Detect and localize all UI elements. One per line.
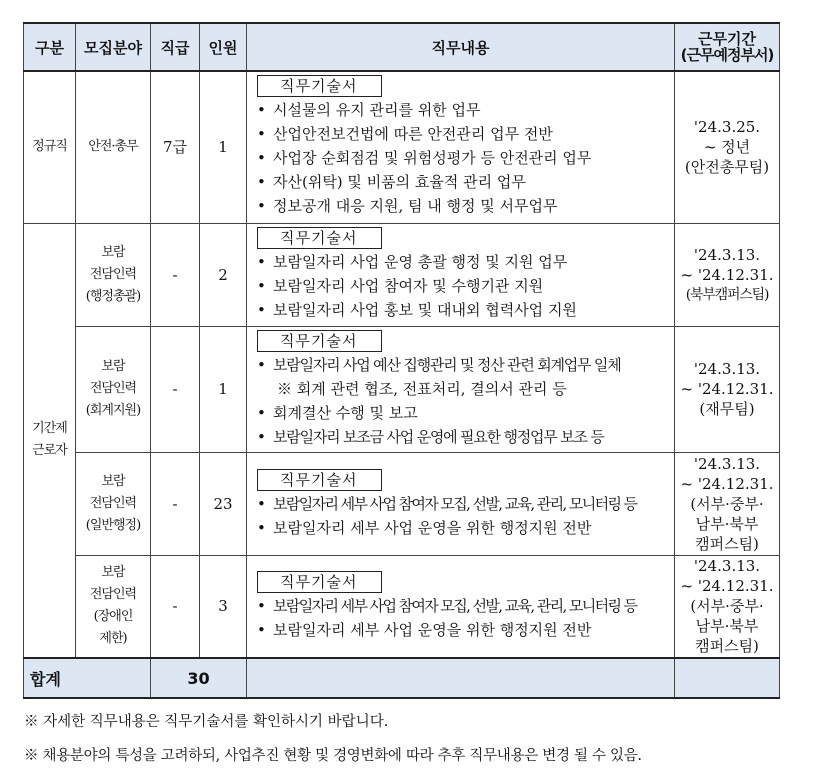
period-line: (서부·중부· [690, 494, 764, 513]
duty-item: • 시설물의 유지 관리를 위한 업무 [257, 98, 668, 122]
period-line: (안전총무팀) [684, 158, 770, 177]
duty-item: • 보람일자리 사업 참여자 및 수행기관 지원 [257, 274, 668, 298]
duty-heading: 직무기술서 [257, 571, 382, 593]
period-line: ~ 정년 [703, 138, 751, 157]
field-line: 안전·총무 [88, 139, 138, 155]
duty-cell [247, 452, 675, 555]
period-line: 남부·북부 [695, 617, 759, 636]
field-line: 전담인력 [89, 266, 137, 282]
duty-heading: 직무기술서 [257, 330, 382, 352]
grade-cell: - [151, 452, 200, 555]
duty-item: • 산업안전보건법에 따른 안전관리 업무 전반 [257, 122, 668, 146]
field-line: 보람 [101, 244, 125, 260]
footnote: ※ 채용분야의 특성을 고려하되, 사업추진 현황 및 경영변화에 따라 추후 직무내용은 변경 될 수 있음. [24, 748, 642, 764]
header-field: 모집분야 [76, 23, 151, 71]
table-row [24, 71, 780, 223]
grade-cell: - [151, 326, 200, 452]
field-line: (일반행정) [85, 517, 141, 533]
period-line: 남부·북부 [695, 514, 759, 533]
field-cell [76, 223, 151, 326]
period-line: ~ '24.12.31. [680, 265, 774, 284]
duty-item: • 보람일자리 세부 사업 운영을 위한 행정지원 전반 [257, 618, 668, 642]
duty-item: • 자산(위탁) 및 비품의 효율적 관리 업무 [257, 170, 668, 194]
total-period-empty [675, 658, 780, 698]
duty-list [257, 492, 668, 540]
period-cell [675, 452, 780, 555]
count-cell: 1 [200, 326, 247, 452]
total-label: 합계 [24, 658, 151, 698]
duty-list [257, 250, 668, 322]
field-line: 보람 [101, 359, 125, 374]
field-line: 전담인력 [89, 587, 137, 603]
duty-item: • 보람일자리 세부 사업 참여자 모집, 선발, 교육, 관리, 모니터링 등 [257, 492, 668, 516]
duty-item: • 보람일자리 사업 운영 총괄 행정 및 지원 업무 [257, 250, 668, 274]
field-cell [76, 326, 151, 452]
duty-heading: 직무기술서 [257, 227, 382, 249]
period-line: '24.3.13. [693, 245, 761, 264]
field-cell [76, 555, 151, 658]
count-cell: 1 [200, 71, 247, 223]
field-line: 보람 [101, 473, 125, 489]
duty-list [257, 98, 668, 218]
table-row [24, 326, 780, 452]
field-line: (행정총괄) [85, 288, 141, 304]
field-line: 보람 [101, 565, 125, 581]
period-line: (서부·중부· [690, 597, 764, 616]
duty-cell [247, 71, 675, 223]
period-cell [675, 223, 780, 326]
duty-item: • 사업장 순회점검 및 위험성평가 등 안전관리 업무 [257, 146, 668, 170]
duty-item: • 보람일자리 세부 사업 참여자 모집, 선발, 교육, 관리, 모니터링 등 [257, 594, 668, 618]
count-cell: 2 [200, 223, 247, 326]
period-line: ~ '24.12.31. [680, 380, 774, 398]
field-line: 전담인력 [89, 381, 137, 396]
period-cell [675, 555, 780, 658]
duty-cell [247, 555, 675, 658]
table-row [24, 555, 780, 658]
duty-item: • 회계결산 수행 및 보고 [257, 401, 668, 425]
period-line: 캠퍼스팀) [695, 534, 759, 553]
field-cell [76, 452, 151, 555]
period-cell [675, 326, 780, 452]
recruitment-table [23, 22, 780, 699]
period-line: '24.3.13. [693, 454, 761, 473]
duty-note: ※ 회계 관련 협조, 전표처리, 결의서 관리 등 [277, 379, 567, 398]
header-grade: 직급 [151, 23, 200, 71]
duty-item: • 보람일자리 세부 사업 운영을 위한 행정지원 전반 [257, 516, 668, 540]
field-line: 제한) [99, 631, 127, 647]
header-duty: 직무내용 [247, 23, 675, 71]
field-cell [76, 71, 151, 223]
count-cell: 3 [200, 555, 247, 658]
footnote: ※ 자세한 직무내용은 직무기술서를 확인하시기 바랍니다. [24, 714, 389, 730]
period-line: (북부캠퍼스팀) [685, 286, 769, 303]
duty-cell [247, 223, 675, 326]
total-count: 30 [151, 658, 247, 698]
count-cell: 23 [200, 452, 247, 555]
table-row [24, 452, 780, 555]
header-period-line1: 근무기간 [698, 30, 756, 48]
field-line: (회계지원) [85, 403, 141, 418]
duty-item: • 보람일자리 사업 홍보 및 대내외 협력사업 지원 [257, 298, 668, 322]
duty-item: • 보람일자리 보조금 사업 운영에 필요한 행정업무 보조 등 [257, 425, 668, 449]
header-period [675, 23, 780, 71]
duty-list [257, 594, 668, 642]
total-duty-empty [247, 658, 675, 698]
period-line: ~ '24.12.31. [680, 474, 774, 493]
table-row [24, 223, 780, 326]
duty-heading: 직무기술서 [257, 469, 382, 491]
field-line: 전담인력 [89, 495, 137, 511]
duty-list [257, 353, 668, 449]
duty-heading: 직무기술서 [257, 75, 382, 97]
duty-item: • 보람일자리 사업 예산 집행관리 및 정산 관련 회계업무 일체 [257, 353, 668, 377]
period-cell [675, 71, 780, 223]
table-header-row [24, 23, 780, 71]
category-cell: 정규직 [24, 71, 76, 223]
header-count: 인원 [200, 23, 247, 71]
period-line: (재무팀) [699, 400, 755, 418]
period-line: '24.3.13. [693, 557, 761, 576]
header-category: 구분 [24, 23, 76, 71]
grade-cell: 7급 [151, 71, 200, 223]
group-category-cell: 기간제근로자 [24, 223, 76, 658]
grade-cell: - [151, 223, 200, 326]
duty-item: • 정보공개 대응 지원, 팀 내 행정 및 서무업무 [257, 194, 668, 218]
duty-cell [247, 326, 675, 452]
period-line: '24.3.13. [693, 360, 761, 378]
period-line: 캠퍼스팀) [695, 637, 759, 656]
field-line: (장애인 [93, 609, 133, 625]
period-line: ~ '24.12.31. [680, 577, 774, 596]
header-period-line2: (근무예정부서) [680, 46, 774, 64]
period-line: '24.3.25. [693, 118, 761, 137]
grade-cell: - [151, 555, 200, 658]
total-row [24, 658, 780, 698]
